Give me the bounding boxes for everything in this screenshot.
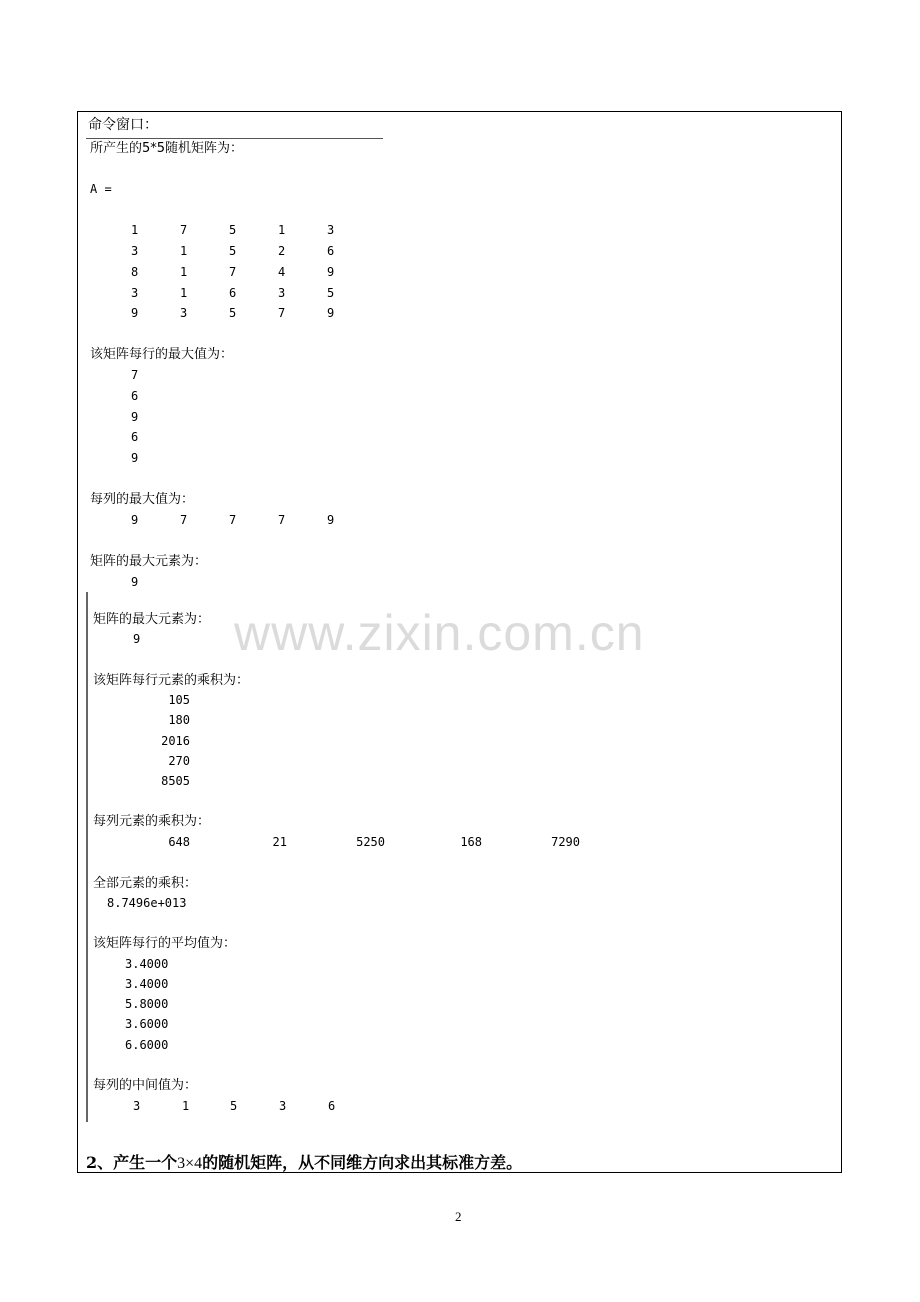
matrix-cell: 8: [131, 265, 139, 279]
col-product-value: 21: [272, 835, 287, 849]
col-product-value: 5250: [356, 835, 385, 849]
question-2: [86, 1150, 522, 1173]
col-median-value: 5: [230, 1099, 238, 1113]
matrix-cell: 7: [229, 265, 237, 279]
row-max-value: 9: [131, 451, 139, 465]
pasted-block-bar: [86, 592, 88, 1122]
col-max-value: 7: [278, 513, 286, 527]
row-max-value: 6: [131, 389, 139, 403]
col-max-label: 每列的最大值为：: [90, 492, 195, 507]
col-median-value: 3: [133, 1099, 141, 1113]
page-number: 2: [455, 1209, 462, 1224]
total-product-label: 全部元素的乘积：: [93, 876, 198, 891]
col-max-value: 9: [327, 513, 335, 527]
question-matrix-size: 3×4: [177, 1155, 203, 1172]
matrix-cell: 1: [180, 286, 188, 300]
col-max-value: 7: [229, 513, 237, 527]
matrix-cell: 7: [180, 223, 188, 237]
col-median-value: 6: [328, 1099, 336, 1113]
matrix-cell: 1: [278, 223, 286, 237]
col-max-value: 9: [131, 513, 139, 527]
row-mean-label: 该矩阵每行的平均值为：: [93, 936, 237, 951]
col-product-label: 每列元素的乘积为：: [93, 814, 211, 829]
row-max-value: 7: [131, 368, 139, 382]
command-window-label: 命令窗口：: [88, 117, 158, 133]
row-product-value: 270: [168, 754, 190, 768]
max-element-value: 9: [131, 575, 139, 589]
row-product-label: 该矩阵每行元素的乘积为：: [93, 673, 250, 688]
row-product-value: 2016: [161, 734, 190, 748]
matrix-cell: 3: [131, 244, 139, 258]
watermark-text: www.zixin.com.cn: [234, 605, 645, 661]
max-element-label: 矩阵的最大元素为：: [93, 612, 211, 627]
question-prefix: 2、产生一个: [86, 1153, 178, 1172]
row-product-value: 105: [168, 693, 190, 707]
row-mean-value: 3.4000: [125, 977, 169, 991]
matrix-cell: 3: [131, 286, 139, 300]
matrix-intro: 所产生的5*5随机矩阵为：: [90, 141, 244, 156]
matrix-cell: 9: [327, 306, 335, 320]
max-element-label: 矩阵的最大元素为：: [90, 554, 208, 569]
matrix-cell: 3: [327, 223, 335, 237]
col-median-value: 3: [279, 1099, 287, 1113]
row-mean-value: 6.6000: [125, 1038, 169, 1052]
matrix-cell: 4: [278, 265, 286, 279]
matrix-cell: 2: [278, 244, 286, 258]
col-median-label: 每列的中间值为：: [93, 1078, 198, 1093]
matrix-cell: 3: [278, 286, 286, 300]
row-max-value: 9: [131, 410, 139, 424]
row-product-value: 180: [168, 713, 190, 727]
row-product-value: 8505: [161, 774, 190, 788]
matrix-cell: 5: [229, 306, 237, 320]
row-max-label: 该矩阵每行的最大值为：: [90, 347, 234, 362]
question-suffix: 的随机矩阵，从不同维方向求出其标准方差。: [202, 1153, 523, 1172]
matrix-cell: 5: [229, 244, 237, 258]
col-median-value: 1: [182, 1099, 190, 1113]
matrix-cell: 6: [327, 244, 335, 258]
max-element-value: 9: [133, 632, 141, 646]
row-mean-value: 5.8000: [125, 997, 169, 1011]
matrix-cell: 9: [327, 265, 335, 279]
col-product-value: 7290: [551, 835, 580, 849]
matrix-cell: 1: [180, 265, 188, 279]
matrix-cell: 1: [131, 223, 139, 237]
matrix-cell: 1: [180, 244, 188, 258]
matrix-cell: 7: [278, 306, 286, 320]
matrix-cell: 5: [327, 286, 335, 300]
header-rule: [86, 138, 383, 139]
matrix-cell: 9: [131, 306, 139, 320]
row-max-value: 6: [131, 430, 139, 444]
row-mean-value: 3.6000: [125, 1017, 169, 1031]
matrix-cell: 3: [180, 306, 188, 320]
matrix-cell: 5: [229, 223, 237, 237]
col-product-value: 648: [168, 835, 190, 849]
col-max-value: 7: [180, 513, 188, 527]
row-mean-value: 3.4000: [125, 957, 169, 971]
col-product-value: 168: [460, 835, 482, 849]
matrix-cell: 6: [229, 286, 237, 300]
matrix-name: A =: [90, 182, 112, 196]
total-product-value: 8.7496e+013: [107, 896, 187, 910]
